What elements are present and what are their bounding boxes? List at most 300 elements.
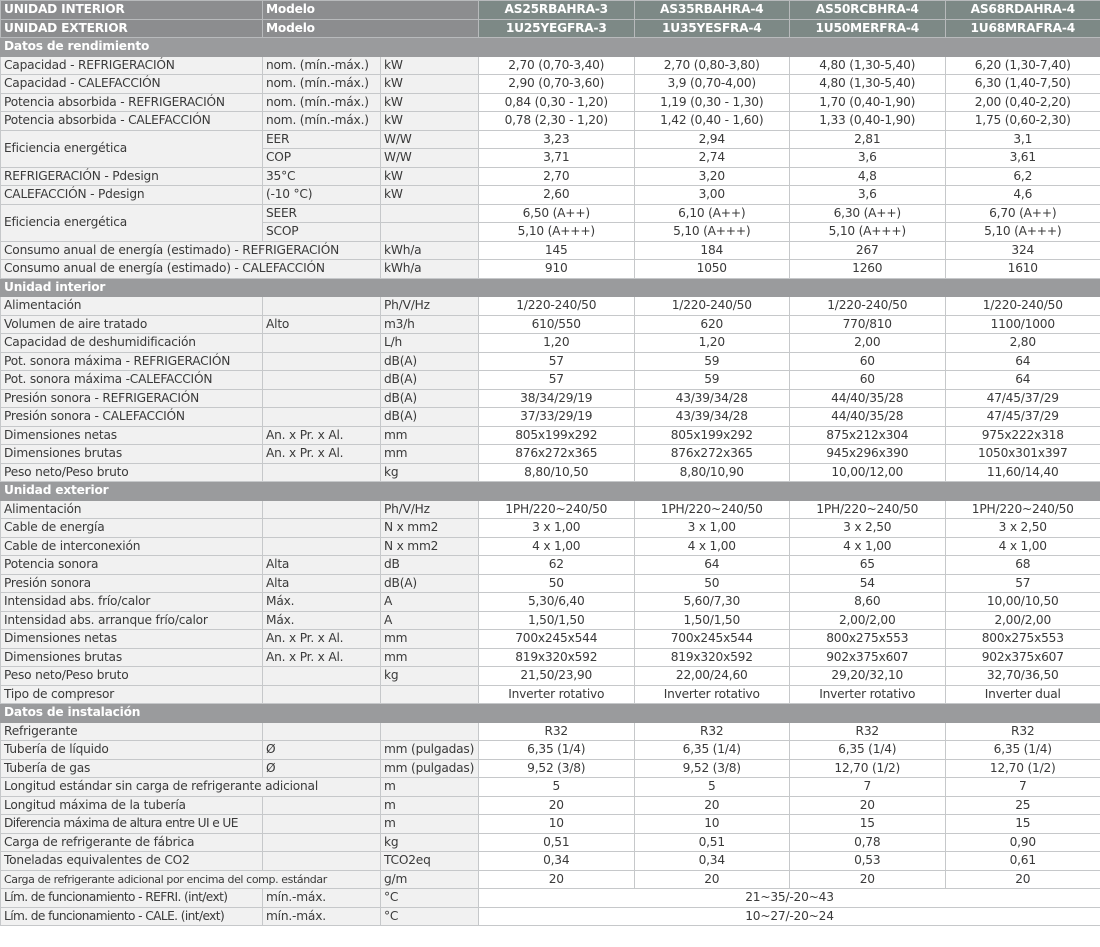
row-unit: mm <box>381 630 479 649</box>
value-cell: 20 <box>790 796 946 815</box>
value-cell: 60 <box>790 371 946 390</box>
row-label: Peso neto/Peso bruto <box>1 463 263 482</box>
value-cell: 21,50/23,90 <box>479 667 635 686</box>
row-condition <box>263 408 381 427</box>
value-cell: 20 <box>634 796 790 815</box>
value-cell: 1100/1000 <box>945 315 1100 334</box>
value-cell: 6,30 (1,40-7,50) <box>945 75 1100 94</box>
value-cell: 2,60 <box>479 186 635 205</box>
table-row <box>1 500 1100 519</box>
value-cell: 4,8 <box>790 167 946 186</box>
row-unit: mm (pulgadas) <box>381 741 479 760</box>
value-cell: 2,00 (0,40-2,20) <box>945 93 1100 112</box>
row-label: Intensidad abs. arranque frío/calor <box>1 611 263 630</box>
row-unit: kWh/a <box>381 241 479 260</box>
table-row <box>1 852 1100 871</box>
row-condition: EER <box>263 130 381 149</box>
value-cell: 7 <box>945 778 1100 797</box>
row-label: Presión sonora <box>1 574 263 593</box>
value-cell: 25 <box>945 796 1100 815</box>
value-cell: 1PH/220~240/50 <box>790 500 946 519</box>
value-cell: 20 <box>479 796 635 815</box>
value-cell: R32 <box>479 722 635 741</box>
row-label: Lím. de funcionamiento - REFRI. (int/ext) <box>1 889 263 908</box>
value-cell: 4,80 (1,30-5,40) <box>790 56 946 75</box>
row-unit: N x mm2 <box>381 519 479 538</box>
value-cell: 5,60/7,30 <box>634 593 790 612</box>
row-label: Potencia sonora <box>1 556 263 575</box>
value-cell: 876x272x365 <box>479 445 635 464</box>
row-condition: COP <box>263 149 381 168</box>
value-cell: 3 x 1,00 <box>634 519 790 538</box>
row-label: Dimensiones brutas <box>1 445 263 464</box>
table-row <box>1 630 1100 649</box>
section-header <box>1 38 1100 57</box>
row-condition: SEER <box>263 204 381 223</box>
value-cell: 800x275x553 <box>790 630 946 649</box>
table-row <box>1 75 1100 94</box>
row-unit: m <box>381 796 479 815</box>
row-unit: kg <box>381 667 479 686</box>
value-cell: 5,30/6,40 <box>479 593 635 612</box>
value-cell: 819x320x592 <box>479 648 635 667</box>
row-condition: mín.-máx. <box>263 889 381 908</box>
row-unit: Ph/V/Hz <box>381 297 479 316</box>
row-unit: m <box>381 815 479 834</box>
row-label: Tubería de gas <box>1 759 263 778</box>
indoor-model: AS50RCBHRA-4 <box>790 1 946 20</box>
row-condition <box>263 297 381 316</box>
row-label: Cable de interconexión <box>1 537 263 556</box>
row-condition <box>263 667 381 686</box>
outdoor-model: 1U68MRAFRA-4 <box>945 19 1100 38</box>
value-cell: 700x245x544 <box>479 630 635 649</box>
table-row <box>1 445 1100 464</box>
outdoor-model-row <box>1 19 1100 38</box>
value-cell: 3 x 2,50 <box>790 519 946 538</box>
value-cell: 12,70 (1/2) <box>790 759 946 778</box>
value-cell: 3,6 <box>790 186 946 205</box>
row-label: Carga de refrigerante de fábrica <box>1 833 263 852</box>
value-cell: 5 <box>634 778 790 797</box>
value-cell: 5,10 (A+++) <box>945 223 1100 242</box>
table-row <box>1 334 1100 353</box>
row-condition <box>263 352 381 371</box>
outdoor-model: 1U25YEGFRA-3 <box>479 19 635 38</box>
row-label: Pot. sonora máxima - REFRIGERACIÓN <box>1 352 263 371</box>
value-cell: 20 <box>945 870 1100 889</box>
table-row <box>1 778 1100 797</box>
value-cell: 6,20 (1,30-7,40) <box>945 56 1100 75</box>
row-unit: A <box>381 611 479 630</box>
row-unit: dB(A) <box>381 352 479 371</box>
table-row <box>1 56 1100 75</box>
row-unit: W/W <box>381 149 479 168</box>
row-label: Tubería de líquido <box>1 741 263 760</box>
row-unit: dB(A) <box>381 371 479 390</box>
value-cell: 10,00/10,50 <box>945 593 1100 612</box>
value-cell: 1050x301x397 <box>945 445 1100 464</box>
value-cell: 4,6 <box>945 186 1100 205</box>
value-cell: 1,20 <box>479 334 635 353</box>
row-label: Consumo anual de energía (estimado) - REFRIGERACIÓN <box>1 241 381 260</box>
row-condition: nom. (mín.-máx.) <box>263 75 381 94</box>
section-title: Unidad interior <box>1 278 1100 297</box>
row-condition <box>263 463 381 482</box>
row-condition: Alto <box>263 315 381 334</box>
value-cell: R32 <box>945 722 1100 741</box>
row-label: Eficiencia energética <box>1 204 263 241</box>
value-cell: 43/39/34/28 <box>634 389 790 408</box>
value-cell: 12,70 (1/2) <box>945 759 1100 778</box>
value-cell: 22,00/24,60 <box>634 667 790 686</box>
table-row <box>1 130 1100 149</box>
value-cell: 700x245x544 <box>634 630 790 649</box>
row-label: Tipo de compresor <box>1 685 263 704</box>
value-cell: 1610 <box>945 260 1100 279</box>
row-unit <box>381 722 479 741</box>
table-row <box>1 537 1100 556</box>
value-cell: 44/40/35/28 <box>790 389 946 408</box>
value-cell: 1,33 (0,40-1,90) <box>790 112 946 131</box>
value-cell: 0,34 <box>634 852 790 871</box>
value-cell: 945x296x390 <box>790 445 946 464</box>
row-unit: kW <box>381 56 479 75</box>
row-unit: kW <box>381 167 479 186</box>
value-cell: 5,10 (A+++) <box>479 223 635 242</box>
row-label: Alimentación <box>1 297 263 316</box>
section-header <box>1 482 1100 501</box>
section-header <box>1 278 1100 297</box>
value-cell: 620 <box>634 315 790 334</box>
value-cell: 3,9 (0,70-4,00) <box>634 75 790 94</box>
row-condition: Ø <box>263 741 381 760</box>
outdoor-model: 1U35YESFRA-4 <box>634 19 790 38</box>
section-title: Datos de instalación <box>1 704 1100 723</box>
row-unit <box>381 204 479 223</box>
row-label: Cable de energía <box>1 519 263 538</box>
row-unit: °C <box>381 907 479 926</box>
row-unit: A <box>381 593 479 612</box>
value-cell: 0,61 <box>945 852 1100 871</box>
row-condition: (-10 °C) <box>263 186 381 205</box>
row-unit: mm <box>381 445 479 464</box>
table-row <box>1 463 1100 482</box>
value-cell: 5,10 (A+++) <box>634 223 790 242</box>
value-cell: 4 x 1,00 <box>479 537 635 556</box>
row-unit: mm <box>381 426 479 445</box>
row-unit: m3/h <box>381 315 479 334</box>
row-condition <box>263 537 381 556</box>
row-unit: kW <box>381 186 479 205</box>
value-cell: 145 <box>479 241 635 260</box>
value-cell: 0,53 <box>790 852 946 871</box>
row-label: Toneladas equivalentes de CO2 <box>1 852 263 871</box>
value-cell: 4 x 1,00 <box>945 537 1100 556</box>
value-cell: 0,34 <box>479 852 635 871</box>
table-row <box>1 722 1100 741</box>
value-cell: 2,81 <box>790 130 946 149</box>
row-condition: Máx. <box>263 611 381 630</box>
row-label: Dimensiones netas <box>1 630 263 649</box>
row-label: Lím. de funcionamiento - CALE. (int/ext) <box>1 907 263 926</box>
value-cell: 54 <box>790 574 946 593</box>
value-cell: 1050 <box>634 260 790 279</box>
row-label: Capacidad - CALEFACCIÓN <box>1 75 263 94</box>
value-cell: 60 <box>790 352 946 371</box>
value-cell: Inverter rotativo <box>790 685 946 704</box>
row-condition <box>263 500 381 519</box>
row-condition <box>263 389 381 408</box>
value-cell: 1PH/220~240/50 <box>634 500 790 519</box>
value-cell: 3,20 <box>634 167 790 186</box>
indoor-model: AS25RBAHRA-3 <box>479 1 635 20</box>
value-cell: 3,23 <box>479 130 635 149</box>
table-row <box>1 741 1100 760</box>
value-cell: 57 <box>479 352 635 371</box>
value-cell: 2,94 <box>634 130 790 149</box>
row-condition: Alta <box>263 574 381 593</box>
value-cell: 0,51 <box>479 833 635 852</box>
value-cell: 3,71 <box>479 149 635 168</box>
row-label: Consumo anual de energía (estimado) - CALEFACCIÓN <box>1 260 381 279</box>
value-cell: 2,00 <box>790 334 946 353</box>
row-condition: nom. (mín.-máx.) <box>263 56 381 75</box>
row-unit: dB(A) <box>381 408 479 427</box>
indoor-model-row <box>1 1 1100 20</box>
value-cell: 10 <box>479 815 635 834</box>
row-unit: mm <box>381 648 479 667</box>
table-row <box>1 796 1100 815</box>
indoor-model: AS35RBAHRA-4 <box>634 1 790 20</box>
table-row <box>1 685 1100 704</box>
value-cell: 324 <box>945 241 1100 260</box>
value-cell: 8,80/10,50 <box>479 463 635 482</box>
row-condition <box>263 833 381 852</box>
value-cell: 20 <box>479 870 635 889</box>
row-condition: Ø <box>263 759 381 778</box>
value-cell: 2,70 (0,70-3,40) <box>479 56 635 75</box>
value-cell: 1,19 (0,30 - 1,30) <box>634 93 790 112</box>
row-label: Eficiencia energética <box>1 130 263 167</box>
value-cell: 6,35 (1/4) <box>479 741 635 760</box>
row-condition <box>263 334 381 353</box>
value-cell: 32,70/36,50 <box>945 667 1100 686</box>
row-unit: mm (pulgadas) <box>381 759 479 778</box>
value-cell: 68 <box>945 556 1100 575</box>
value-cell: 0,51 <box>634 833 790 852</box>
row-unit: TCO2eq <box>381 852 479 871</box>
table-row <box>1 833 1100 852</box>
table-row <box>1 389 1100 408</box>
value-cell: 1PH/220~240/50 <box>945 500 1100 519</box>
row-condition: SCOP <box>263 223 381 242</box>
value-cell: 6,35 (1/4) <box>790 741 946 760</box>
row-unit: W/W <box>381 130 479 149</box>
value-cell: 610/550 <box>479 315 635 334</box>
section-title: Datos de rendimiento <box>1 38 1100 57</box>
value-cell: 2,90 (0,70-3,60) <box>479 75 635 94</box>
row-unit <box>381 223 479 242</box>
value-cell: 2,74 <box>634 149 790 168</box>
value-cell: 47/45/37/29 <box>945 389 1100 408</box>
table-row <box>1 93 1100 112</box>
value-cell: 2,80 <box>945 334 1100 353</box>
value-cell: 267 <box>790 241 946 260</box>
table-row <box>1 759 1100 778</box>
row-unit: kg <box>381 833 479 852</box>
row-unit: dB <box>381 556 479 575</box>
row-label: Capacidad - REFRIGERACIÓN <box>1 56 263 75</box>
value-cell: 1/220-240/50 <box>479 297 635 316</box>
model-label: Modelo <box>263 1 479 20</box>
value-cell: 902x375x607 <box>945 648 1100 667</box>
row-condition: 35°C <box>263 167 381 186</box>
table-row <box>1 241 1100 260</box>
row-unit: m <box>381 778 479 797</box>
value-cell: 62 <box>479 556 635 575</box>
section-header <box>1 704 1100 723</box>
row-condition <box>263 796 381 815</box>
value-cell: 1,50/1,50 <box>479 611 635 630</box>
row-condition: nom. (mín.-máx.) <box>263 112 381 131</box>
value-cell: 37/33/29/19 <box>479 408 635 427</box>
value-cell: 8,60 <box>790 593 946 612</box>
value-cell: 20 <box>634 870 790 889</box>
value-cell: 57 <box>945 574 1100 593</box>
value-cell: 2,70 (0,80-3,80) <box>634 56 790 75</box>
row-unit: N x mm2 <box>381 537 479 556</box>
table-row <box>1 593 1100 612</box>
value-cell: 57 <box>479 371 635 390</box>
row-unit: Ph/V/Hz <box>381 500 479 519</box>
value-cell: R32 <box>634 722 790 741</box>
outdoor-model: 1U50MERFRA-4 <box>790 19 946 38</box>
value-cell: 47/45/37/29 <box>945 408 1100 427</box>
table-row <box>1 204 1100 223</box>
value-cell: Inverter rotativo <box>479 685 635 704</box>
table-row <box>1 408 1100 427</box>
value-cell: R32 <box>790 722 946 741</box>
value-cell: 910 <box>479 260 635 279</box>
indoor-unit-label: UNIDAD INTERIOR <box>1 1 263 20</box>
table-row <box>1 907 1100 926</box>
row-condition <box>263 685 381 704</box>
value-cell: 9,52 (3/8) <box>634 759 790 778</box>
row-condition: An. x Pr. x Al. <box>263 445 381 464</box>
value-cell: 20 <box>790 870 946 889</box>
row-unit: kW <box>381 75 479 94</box>
row-unit: kW <box>381 112 479 131</box>
value-cell: 1,42 (0,40 - 1,60) <box>634 112 790 131</box>
value-cell: 6,70 (A++) <box>945 204 1100 223</box>
value-cell: 64 <box>634 556 790 575</box>
value-cell: 4 x 1,00 <box>790 537 946 556</box>
outdoor-unit-label: UNIDAD EXTERIOR <box>1 19 263 38</box>
row-label: Intensidad abs. frío/calor <box>1 593 263 612</box>
row-label: Pot. sonora máxima -CALEFACCIÓN <box>1 371 263 390</box>
table-row <box>1 889 1100 908</box>
indoor-model: AS68RDAHRA-4 <box>945 1 1100 20</box>
value-cell: 770/810 <box>790 315 946 334</box>
row-unit: dB(A) <box>381 389 479 408</box>
value-cell: 1PH/220~240/50 <box>479 500 635 519</box>
value-cell: 6,35 (1/4) <box>945 741 1100 760</box>
value-cell: 1260 <box>790 260 946 279</box>
value-cell: 3,00 <box>634 186 790 205</box>
row-unit: kW <box>381 93 479 112</box>
value-cell: 29,20/32,10 <box>790 667 946 686</box>
row-label: Potencia absorbida - CALEFACCIÓN <box>1 112 263 131</box>
table-row <box>1 352 1100 371</box>
row-label: Refrigerante <box>1 722 263 741</box>
row-condition: mín.-máx. <box>263 907 381 926</box>
value-cell: 6,35 (1/4) <box>634 741 790 760</box>
row-label: Potencia absorbida - REFRIGERACIÓN <box>1 93 263 112</box>
row-condition: An. x Pr. x Al. <box>263 630 381 649</box>
value-cell: 5 <box>479 778 635 797</box>
value-cell: 3,6 <box>790 149 946 168</box>
row-condition <box>263 519 381 538</box>
row-label: Longitud máxima de la tubería <box>1 796 263 815</box>
value-cell: 975x222x318 <box>945 426 1100 445</box>
value-cell: 10,00/12,00 <box>790 463 946 482</box>
value-cell: 59 <box>634 371 790 390</box>
value-cell: 15 <box>945 815 1100 834</box>
row-unit <box>381 685 479 704</box>
value-cell: 902x375x607 <box>790 648 946 667</box>
row-label: Presión sonora - CALEFACCIÓN <box>1 408 263 427</box>
row-unit: kg <box>381 463 479 482</box>
value-cell: 184 <box>634 241 790 260</box>
row-label: Capacidad de deshumidificación <box>1 334 263 353</box>
value-cell: 0,90 <box>945 833 1100 852</box>
section-title: Unidad exterior <box>1 482 1100 501</box>
value-cell: 43/39/34/28 <box>634 408 790 427</box>
value-cell: 805x199x292 <box>479 426 635 445</box>
row-label: Volumen de aire tratado <box>1 315 263 334</box>
table-row <box>1 648 1100 667</box>
row-condition: Alta <box>263 556 381 575</box>
table-row <box>1 260 1100 279</box>
value-cell: 4,80 (1,30-5,40) <box>790 75 946 94</box>
table-row <box>1 186 1100 205</box>
value-cell: 9,52 (3/8) <box>479 759 635 778</box>
row-unit: kWh/a <box>381 260 479 279</box>
value-cell: 5,10 (A+++) <box>790 223 946 242</box>
value-cell: 38/34/29/19 <box>479 389 635 408</box>
value-cell: 65 <box>790 556 946 575</box>
value-cell: 3,61 <box>945 149 1100 168</box>
value-cell: Inverter dual <box>945 685 1100 704</box>
value-cell: 3,1 <box>945 130 1100 149</box>
value-cell: 3 x 1,00 <box>479 519 635 538</box>
value-cell: 2,70 <box>479 167 635 186</box>
value-cell: 819x320x592 <box>634 648 790 667</box>
table-row <box>1 556 1100 575</box>
value-cell: 3 x 2,50 <box>945 519 1100 538</box>
value-cell: 15 <box>790 815 946 834</box>
row-label: Presión sonora - REFRIGERACIÓN <box>1 389 263 408</box>
row-label: Carga de refrigerante adicional por encima del comp. estándar <box>1 870 381 889</box>
value-cell: 7 <box>790 778 946 797</box>
row-label: CALEFACCIÓN - Pdesign <box>1 186 263 205</box>
value-cell: 2,00/2,00 <box>790 611 946 630</box>
row-unit: dB(A) <box>381 574 479 593</box>
table-row <box>1 371 1100 390</box>
value-cell: 44/40/35/28 <box>790 408 946 427</box>
table-row <box>1 519 1100 538</box>
